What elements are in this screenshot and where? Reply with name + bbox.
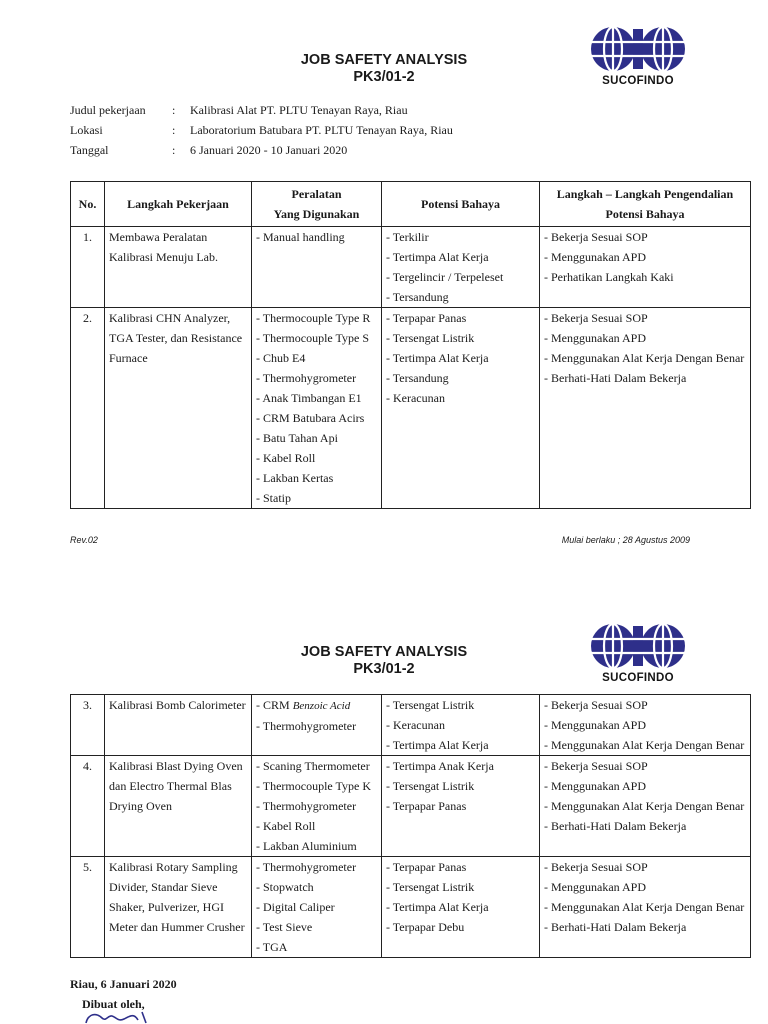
hazard-line: - Tertimpa Alat Kerja (386, 351, 489, 365)
equipment-line: - Lakban Kertas (256, 471, 334, 485)
hazard-cell (382, 756, 540, 857)
header-step: Langkah Pekerjaan (105, 182, 252, 227)
equipment-line: - Kabel Roll (256, 819, 316, 833)
logo-text: SUCOFINDO (602, 672, 674, 684)
hazard-line: - Tertimpa Alat Kerja (386, 900, 489, 914)
header-equipment (252, 182, 382, 227)
table-row (71, 227, 751, 308)
hazard-cell (382, 308, 540, 509)
info-value: Laboratorium Batubara PT. PLTU Tenayan Raya, Riau (190, 123, 453, 137)
header-no: No. (71, 182, 105, 227)
hazard-line: - Terpapar Panas (386, 311, 467, 325)
hazard-line: - Tersengat Listrik (386, 698, 475, 712)
globe-logo-icon (591, 25, 685, 75)
info-label: Tanggal (70, 143, 109, 157)
signature-image (82, 1010, 162, 1024)
equipment-line: - Chub E4 (256, 351, 306, 365)
effective-date: Mulai berlaku ; 28 Agustus 2009 (561, 535, 690, 545)
info-row-job (70, 100, 453, 120)
logo-text: SUCOFINDO (602, 75, 674, 87)
step-line: Meter dan Hummer Crusher (109, 920, 245, 934)
equipment-line: - Thermohygrometer (256, 860, 357, 874)
equipment-line: - Anak Timbangan E1 (256, 391, 362, 405)
info-sep: : (172, 123, 176, 137)
step-line: Kalibrasi Blast Dying Oven (109, 759, 243, 773)
control-line: - Perhatikan Langkah Kaki (544, 270, 674, 284)
step-line: dan Electro Thermal Blas (109, 779, 232, 793)
control-line: - Menggunakan Alat Kerja Dengan Benar (544, 799, 745, 813)
equipment-line: - Thermocouple Type R (256, 311, 371, 325)
control-line: - Menggunakan Alat Kerja Dengan Benar (544, 900, 745, 914)
sucofindo-logo (583, 622, 693, 692)
equipment-line-italic: Benzoic Acid (292, 700, 351, 712)
equipment-line: - Thermohygrometer (256, 719, 357, 733)
control-cell (540, 227, 751, 308)
equipment-cell (252, 308, 382, 509)
table-row (71, 695, 751, 756)
step-line: Kalibrasi Bomb Calorimeter (109, 698, 246, 712)
equipment-cell (252, 857, 382, 958)
equipment-line: - Digital Caliper (256, 900, 335, 914)
hazard-line: - Terkilir (386, 230, 429, 244)
step-line: Kalibrasi Rotary Sampling (109, 860, 238, 874)
equipment-line: - Thermocouple Type K (256, 779, 372, 793)
made-by-label: Dibuat oleh, (82, 997, 145, 1011)
control-line: - Bekerja Sesuai SOP (544, 230, 648, 244)
control-line: - Menggunakan APD (544, 880, 646, 894)
equipment-line: - CRM Batubara Acirs (256, 411, 365, 425)
step-cell (105, 857, 252, 958)
equipment-line: - Test Sieve (256, 920, 313, 934)
hazard-cell (382, 857, 540, 958)
equipment-line: - Manual handling (256, 230, 345, 244)
step-line: Shaker, Pulverizer, HGI (109, 900, 225, 914)
hazard-line: - Tersandung (386, 371, 449, 385)
header-control-line: Potensi Bahaya (605, 207, 685, 221)
control-line: - Menggunakan APD (544, 779, 646, 793)
info-value: 6 Januari 2020 - 10 Januari 2020 (190, 143, 348, 157)
info-label: Lokasi (70, 123, 103, 137)
hazard-line: - Tertimpa Alat Kerja (386, 250, 489, 264)
step-cell (105, 308, 252, 509)
control-line: - Menggunakan APD (544, 331, 646, 345)
info-block (70, 100, 453, 160)
step-cell (105, 695, 252, 756)
header-equipment-line: Peralatan (291, 187, 342, 201)
step-line: Divider, Standar Sieve (109, 880, 218, 894)
equipment-line: - Scaning Thermometer (256, 759, 370, 773)
hazard-line: - Tersengat Listrik (386, 880, 475, 894)
revision-label: Rev.02 (70, 535, 98, 545)
hazard-line: - Terpapar Panas (386, 860, 467, 874)
document-title: JOB SAFETY ANALYSIS (300, 52, 468, 68)
row-number: 1. (71, 227, 105, 308)
equipment-line: - Thermohygrometer (256, 799, 357, 813)
control-line: - Bekerja Sesuai SOP (544, 698, 648, 712)
hazard-line: - Terpapar Panas (386, 799, 467, 813)
step-line: Membawa Peralatan (109, 230, 208, 244)
control-line: - Menggunakan APD (544, 250, 646, 264)
row-number: 5. (71, 857, 105, 958)
document-code: PK3/01-2 (353, 661, 415, 677)
equipment-cell (252, 695, 382, 756)
info-label: Judul pekerjaan (70, 103, 146, 117)
equipment-line (256, 695, 377, 716)
control-line: - Menggunakan APD (544, 718, 646, 732)
row-number: 2. (71, 308, 105, 509)
row-number: 3. (71, 695, 105, 756)
step-line: Kalibrasi Menuju Lab. (109, 250, 218, 264)
control-cell (540, 695, 751, 756)
hazard-line: - Tergelincir / Terpeleset (386, 270, 504, 284)
step-line: TGA Tester, dan Resistance (109, 331, 243, 345)
equipment-cell (252, 756, 382, 857)
sucofindo-logo (583, 25, 693, 95)
hazard-cell (382, 227, 540, 308)
step-line: Furnace (109, 351, 148, 365)
equipment-line: - Thermohygrometer (256, 371, 357, 385)
equipment-line: - Batu Tahan Api (256, 431, 338, 445)
equipment-line: - Stopwatch (256, 880, 314, 894)
hazard-line: - Tertimpa Alat Kerja (386, 738, 489, 752)
control-line: - Bekerja Sesuai SOP (544, 311, 648, 325)
control-line: - Bekerja Sesuai SOP (544, 759, 648, 773)
control-line: - Berhati-Hati Dalam Bekerja (544, 819, 687, 833)
info-sep: : (172, 103, 176, 117)
table-row (71, 308, 751, 509)
hazard-line: - Keracunan (386, 718, 445, 732)
equipment-line: - TGA (256, 940, 288, 954)
control-line: - Bekerja Sesuai SOP (544, 860, 648, 874)
header-control (540, 182, 751, 227)
info-row-location (70, 120, 453, 140)
hazard-line: - Tersengat Listrik (386, 779, 475, 793)
step-line: Drying Oven (109, 799, 172, 813)
place-date: Riau, 6 Januari 2020 (70, 977, 177, 991)
info-value: Kalibrasi Alat PT. PLTU Tenayan Raya, Riau (190, 103, 408, 117)
document-title: JOB SAFETY ANALYSIS (300, 644, 468, 660)
info-row-date (70, 140, 453, 160)
step-cell (105, 227, 252, 308)
hazard-line: - Tersandung (386, 290, 449, 304)
step-line: Kalibrasi CHN Analyzer, (109, 311, 231, 325)
equipment-line-prefix: - CRM (256, 698, 293, 712)
equipment-line: - Kabel Roll (256, 451, 316, 465)
hazard-line: - Keracunan (386, 391, 445, 405)
hazard-line: - Terpapar Debu (386, 920, 465, 934)
row-number: 4. (71, 756, 105, 857)
globe-logo-icon (591, 622, 685, 672)
step-cell (105, 756, 252, 857)
jsa-table-page-2 (70, 694, 751, 958)
control-cell (540, 857, 751, 958)
table-header-row (71, 182, 751, 227)
control-cell (540, 756, 751, 857)
header-equipment-line: Yang Digunakan (273, 207, 360, 221)
hazard-cell (382, 695, 540, 756)
equipment-cell (252, 227, 382, 308)
control-line: - Menggunakan Alat Kerja Dengan Benar (544, 351, 745, 365)
equipment-line: - Thermocouple Type S (256, 331, 370, 345)
control-line: - Berhati-Hati Dalam Bekerja (544, 920, 687, 934)
equipment-line: - Statip (256, 491, 291, 505)
hazard-line: - Tersengat Listrik (386, 331, 475, 345)
equipment-line: - Lakban Aluminium (256, 839, 357, 853)
document-code: PK3/01-2 (353, 69, 415, 85)
hazard-line: - Tertimpa Anak Kerja (386, 759, 494, 773)
control-line: - Menggunakan Alat Kerja Dengan Benar (544, 738, 745, 752)
header-hazard: Potensi Bahaya (382, 182, 540, 227)
table-row (71, 857, 751, 958)
control-line: - Berhati-Hati Dalam Bekerja (544, 371, 687, 385)
table-row (71, 756, 751, 857)
header-control-line: Langkah – Langkah Pengendalian (556, 187, 734, 201)
control-cell (540, 308, 751, 509)
jsa-table-page-1 (70, 181, 751, 509)
info-sep: : (172, 143, 176, 157)
